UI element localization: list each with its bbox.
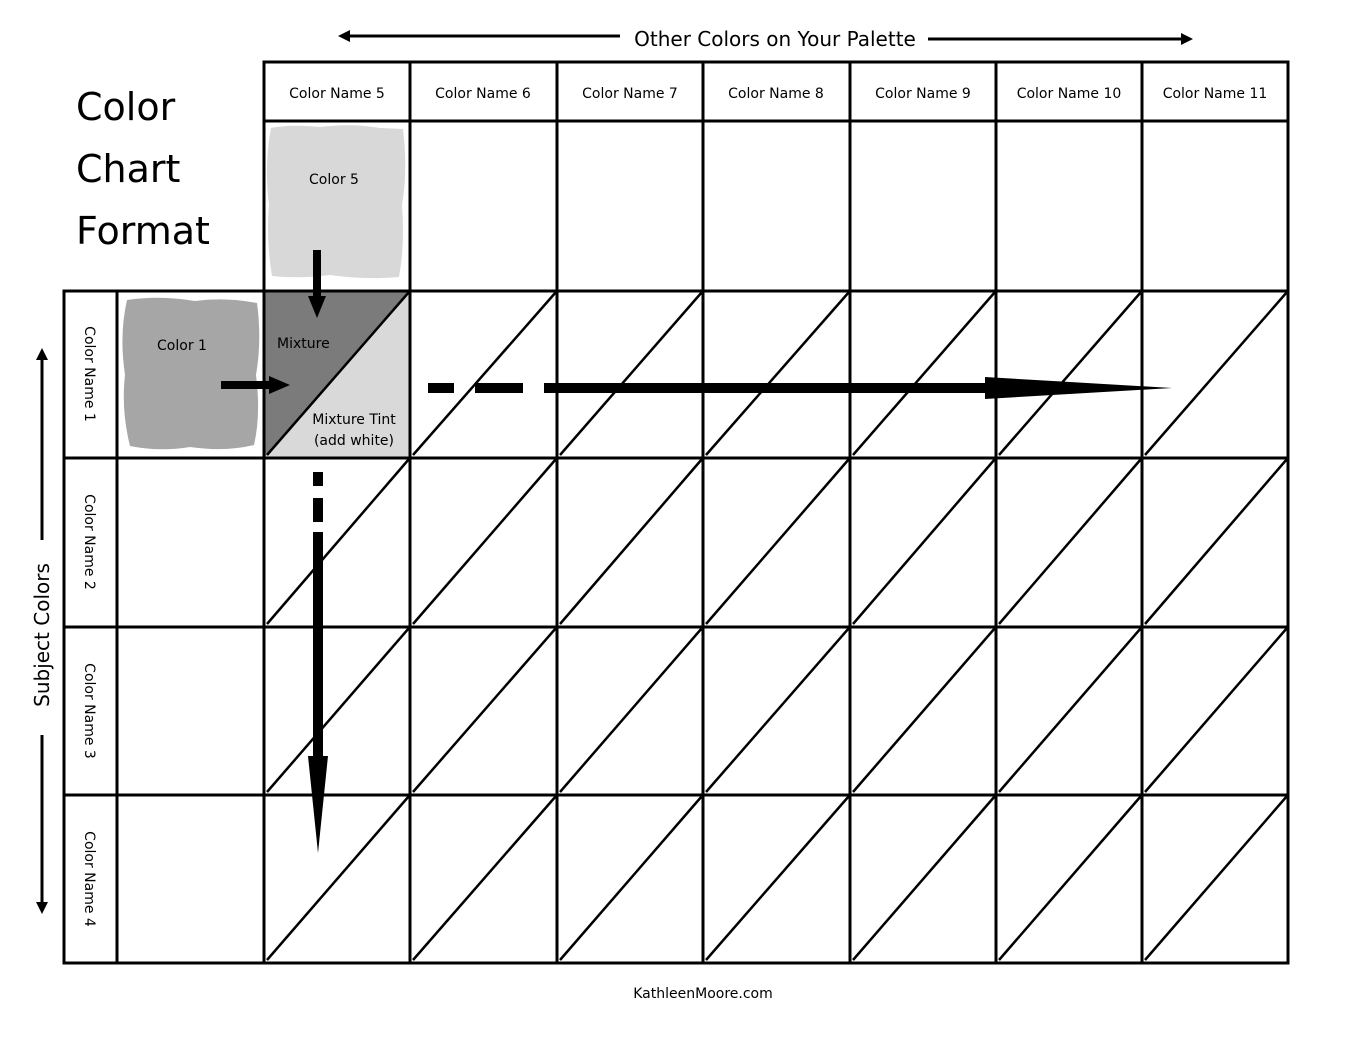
cell-diagonal — [560, 292, 702, 455]
cell-diagonal — [706, 796, 849, 960]
row-swatch-label: Color 1 — [157, 338, 207, 354]
title-line-3: Format — [76, 209, 210, 253]
cell-diagonal — [560, 796, 702, 960]
mixture-tint-note: (add white) — [313, 433, 395, 449]
subject-label: Subject Colors — [30, 563, 54, 707]
horizontal-arrow-head — [985, 377, 1172, 399]
horizontal-dash — [475, 383, 523, 393]
vertical-arrow-shaft — [313, 532, 323, 762]
cell-diagonal — [706, 459, 849, 624]
cell-diagonal — [413, 459, 556, 624]
right-arrow-shaft — [221, 381, 271, 389]
subject-arrow-up-head — [36, 348, 48, 360]
column-swatch-label: Color 5 — [309, 172, 359, 188]
mixture-label: Mixture — [277, 336, 330, 352]
cell-diagonal — [999, 292, 1141, 455]
vertical-dash — [313, 498, 323, 522]
column-header: Color Name 5 — [289, 86, 385, 102]
horizontal-arrow-shaft — [544, 383, 989, 393]
column-header: Color Name 7 — [582, 86, 678, 102]
mixture-tint-label: Mixture Tint — [312, 412, 396, 428]
cell-diagonal — [560, 628, 702, 792]
cell-diagonal — [1145, 292, 1287, 455]
cell-diagonal — [413, 628, 556, 792]
cell-diagonal — [853, 292, 995, 455]
title-line-1: Color — [76, 85, 176, 129]
cell-diagonal — [267, 796, 409, 960]
column-header: Color Name 6 — [435, 86, 531, 102]
column-headers — [289, 86, 1267, 102]
row-header: Color Name 3 — [81, 663, 97, 759]
palette-label: Other Colors on Your Palette — [634, 27, 916, 51]
row-swatch — [122, 298, 259, 450]
column-header: Color Name 9 — [875, 86, 971, 102]
cell-diagonal — [413, 796, 556, 960]
palette-arrow-right-head — [1181, 33, 1193, 45]
cell-diagonal — [1145, 628, 1287, 792]
cell-diagonal — [853, 459, 995, 624]
cell-diagonal — [1145, 796, 1287, 960]
row-header: Color Name 4 — [81, 831, 97, 927]
row-header: Color Name 1 — [81, 326, 97, 422]
cell-diagonal — [853, 796, 995, 960]
cell-diagonal — [853, 628, 995, 792]
vertical-arrow-head — [308, 756, 328, 853]
cell-diagonal — [999, 796, 1141, 960]
vertical-dash — [313, 472, 323, 486]
cell-diagonal — [706, 628, 849, 792]
column-header: Color Name 11 — [1162, 86, 1268, 102]
column-header: Color Name 10 — [1016, 86, 1122, 102]
cell-diagonal — [267, 459, 409, 624]
down-arrow-shaft — [313, 250, 321, 298]
column-header: Color Name 8 — [728, 86, 824, 102]
cell-diagonal — [1145, 459, 1287, 624]
title-line-2: Chart — [76, 147, 181, 191]
cell-diagonal — [267, 628, 409, 792]
horizontal-dash — [428, 383, 454, 393]
row-header: Color Name 2 — [81, 494, 97, 590]
cell-diagonal — [560, 459, 702, 624]
cell-diagonal — [999, 459, 1141, 624]
credit-text: KathleenMoore.com — [633, 986, 773, 1002]
column-swatch — [267, 125, 405, 278]
cell-diagonal — [706, 292, 849, 455]
cell-diagonal — [413, 292, 556, 455]
subject-arrow-down-head — [36, 902, 48, 914]
cell-diagonal — [999, 628, 1141, 792]
palette-arrow-left-head — [338, 30, 350, 42]
